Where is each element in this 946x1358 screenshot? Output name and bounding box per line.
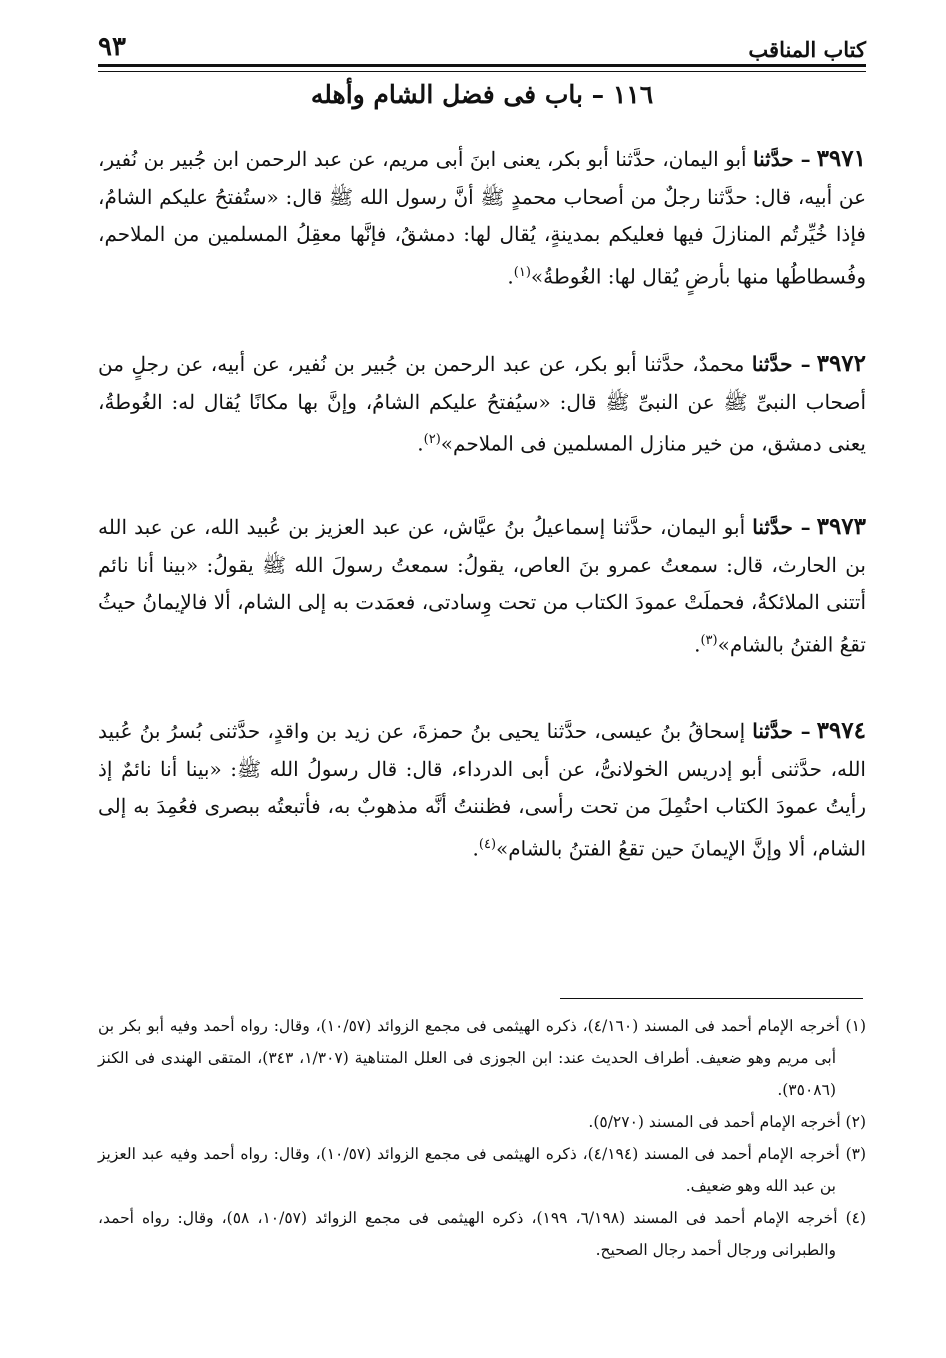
- footnote-ref[interactable]: (٢): [423, 432, 441, 447]
- footnote-4: (٤) أخرجه الإمام أحمد فى المسند (٦/١٩٨، ١٩٩)، ذكره الهيثمى فى مجمع الزوائد (١٠/٥٧، ٥٨)، وقال: رواه أحمد، والطبرانى ورجال أحمد رجال الصحيح.: [98, 1209, 867, 1259]
- hadith-3972: [98, 345, 866, 463]
- hadith-text: أبو اليمان، حدَّثنا أبو بكر، يعنى ابنَ أبى مريم، عن عبد الرحمن ابن جُبير بن نُفير، عن أبيه، قال: حدَّثنا رجلٌ من أصحاب محمدٍ ﷺ أنَّ رسول الله ﷺ قال: «ستُفتحُ عليكم الشامُ، فإذا خُيِّرتُم المنازلَ فيها فعليكم بمدينةٍ، يُقال لها: دمشقُ، فإنَّها معقِلُ المسلمين من الملاحم، وفُسطاطُها منها بأرضٍ يُقال لها: الغُوطةُ»: [98, 147, 866, 289]
- hadith-lead: – حدَّثنا: [753, 147, 811, 171]
- hadith-3974: [98, 712, 866, 868]
- hadith-tail: .: [472, 836, 479, 861]
- header-rule: [98, 64, 866, 72]
- footnote-separator: [560, 998, 863, 999]
- chapter-heading: ١١٦ – باب فى فضل الشام وأهله: [310, 80, 654, 109]
- hadith-text: أبو اليمان، حدَّثنا إسماعيلُ بنُ عيَّاش، عن عبد العزيز بن عُبيد الله، عن عبد الله بن الحارث، قال: سمعتُ عمرو بنَ العاص، يقولُ: سمعتُ رسولَ الله ﷺ يقولُ: «بينا أنا نائم أتتنى الملائكةُ، فحملَتْ عمودَ الكتاب من تحت وِسادتى، فعمَدت به إلى الشام، ألا فالإيمانُ حيثُ تقعُ الفتنُ بالشام»: [98, 515, 866, 657]
- hadith-tail: .: [417, 431, 424, 456]
- hadith-tail: .: [694, 632, 701, 657]
- hadith-lead: – حدَّثنا: [751, 352, 811, 376]
- hadith-number: ٣٩٧٤: [816, 717, 866, 744]
- hadith-text: إسحاقُ بنُ عيسى، حدَّثنا يحيى بنُ حمزةَ، عن زيد بن واقدٍ، حدَّثنى بُسرُ بنُ عُبيد الله، حدَّثنى أبو إدريس الخولانىُّ، عن أبى الدرداء، قال: قال رسولُ الله ﷺ: «بينا أنا نائمٌ إذ رأيتُ عمودَ الكتاب احتُمِلَ من تحت رأسى، فظننتُ أنَّه مذهوبٌ به، فأتبعتُه ببصرى فعُمِدَ به إلى الشام، ألا وإنَّ الإيمانَ حين تقعُ الفتنُ بالشام»: [98, 719, 866, 861]
- footnotes: [98, 1010, 866, 1266]
- hadith-number: ٣٩٧٢: [816, 350, 867, 377]
- footnote-1: (١) أخرجه الإمام أحمد فى المسند (٤/١٦٠)، ذكره الهيثمى فى مجمع الزوائد (١٠/٥٧)، وقال: رواه أحمد وفيه أبو بكر بن أبى مريم وهو ضعيف. أطراف الحديث عند: ابن الجوزى فى العلل المتناهية (١/٣٠٧، ٣٤٣)، المتقى الهندى فى الكنز (٣٥٠٨٦).: [98, 1017, 866, 1099]
- hadith-number: ٣٩٧١: [816, 145, 866, 172]
- hadith-3971: [98, 140, 866, 296]
- footnote-ref[interactable]: (١): [513, 264, 531, 280]
- book-title: كتاب المناقب: [748, 37, 866, 62]
- hadith-3973: [98, 508, 866, 664]
- hadith-text: محمدٌ، حدَّثنا أبو بكر، عن عبد الرحمن بن جُبير بن نُفير، عن أبيه، عن رجلٍ من أصحاب النبىِّ ﷺ عن النبىِّ ﷺ قال: «سيُفتحُ عليكم الشامُ، وإنَّ بها مكانًا يُقال له: الغُوطةُ، يعنى دمشق، من خير منازل المسلمين فى الملاحم»: [98, 352, 866, 456]
- footnote-ref[interactable]: (٤): [478, 836, 497, 852]
- page-number: ٩٣: [98, 32, 126, 62]
- footnote-ref[interactable]: (٣): [700, 632, 718, 648]
- footnote-3: (٣) أخرجه الإمام أحمد فى المسند (٤/١٩٤)، ذكره الهيثمى فى مجمع الزوائد (١٠/٥٧)، وقال: رواه أحمد وفيه عبد العزيز بن عبد الله وهو ضعيف.: [98, 1145, 867, 1195]
- hadith-lead: – حدَّثنا: [752, 719, 811, 743]
- hadith-tail: .: [507, 264, 514, 289]
- hadith-lead: – حدَّثنا: [752, 515, 811, 539]
- running-head: [98, 28, 866, 62]
- footnote-2: (٢) أخرجه الإمام أحمد فى المسند (٥/٢٧٠).: [588, 1113, 866, 1131]
- hadith-number: ٣٩٧٣: [816, 513, 867, 540]
